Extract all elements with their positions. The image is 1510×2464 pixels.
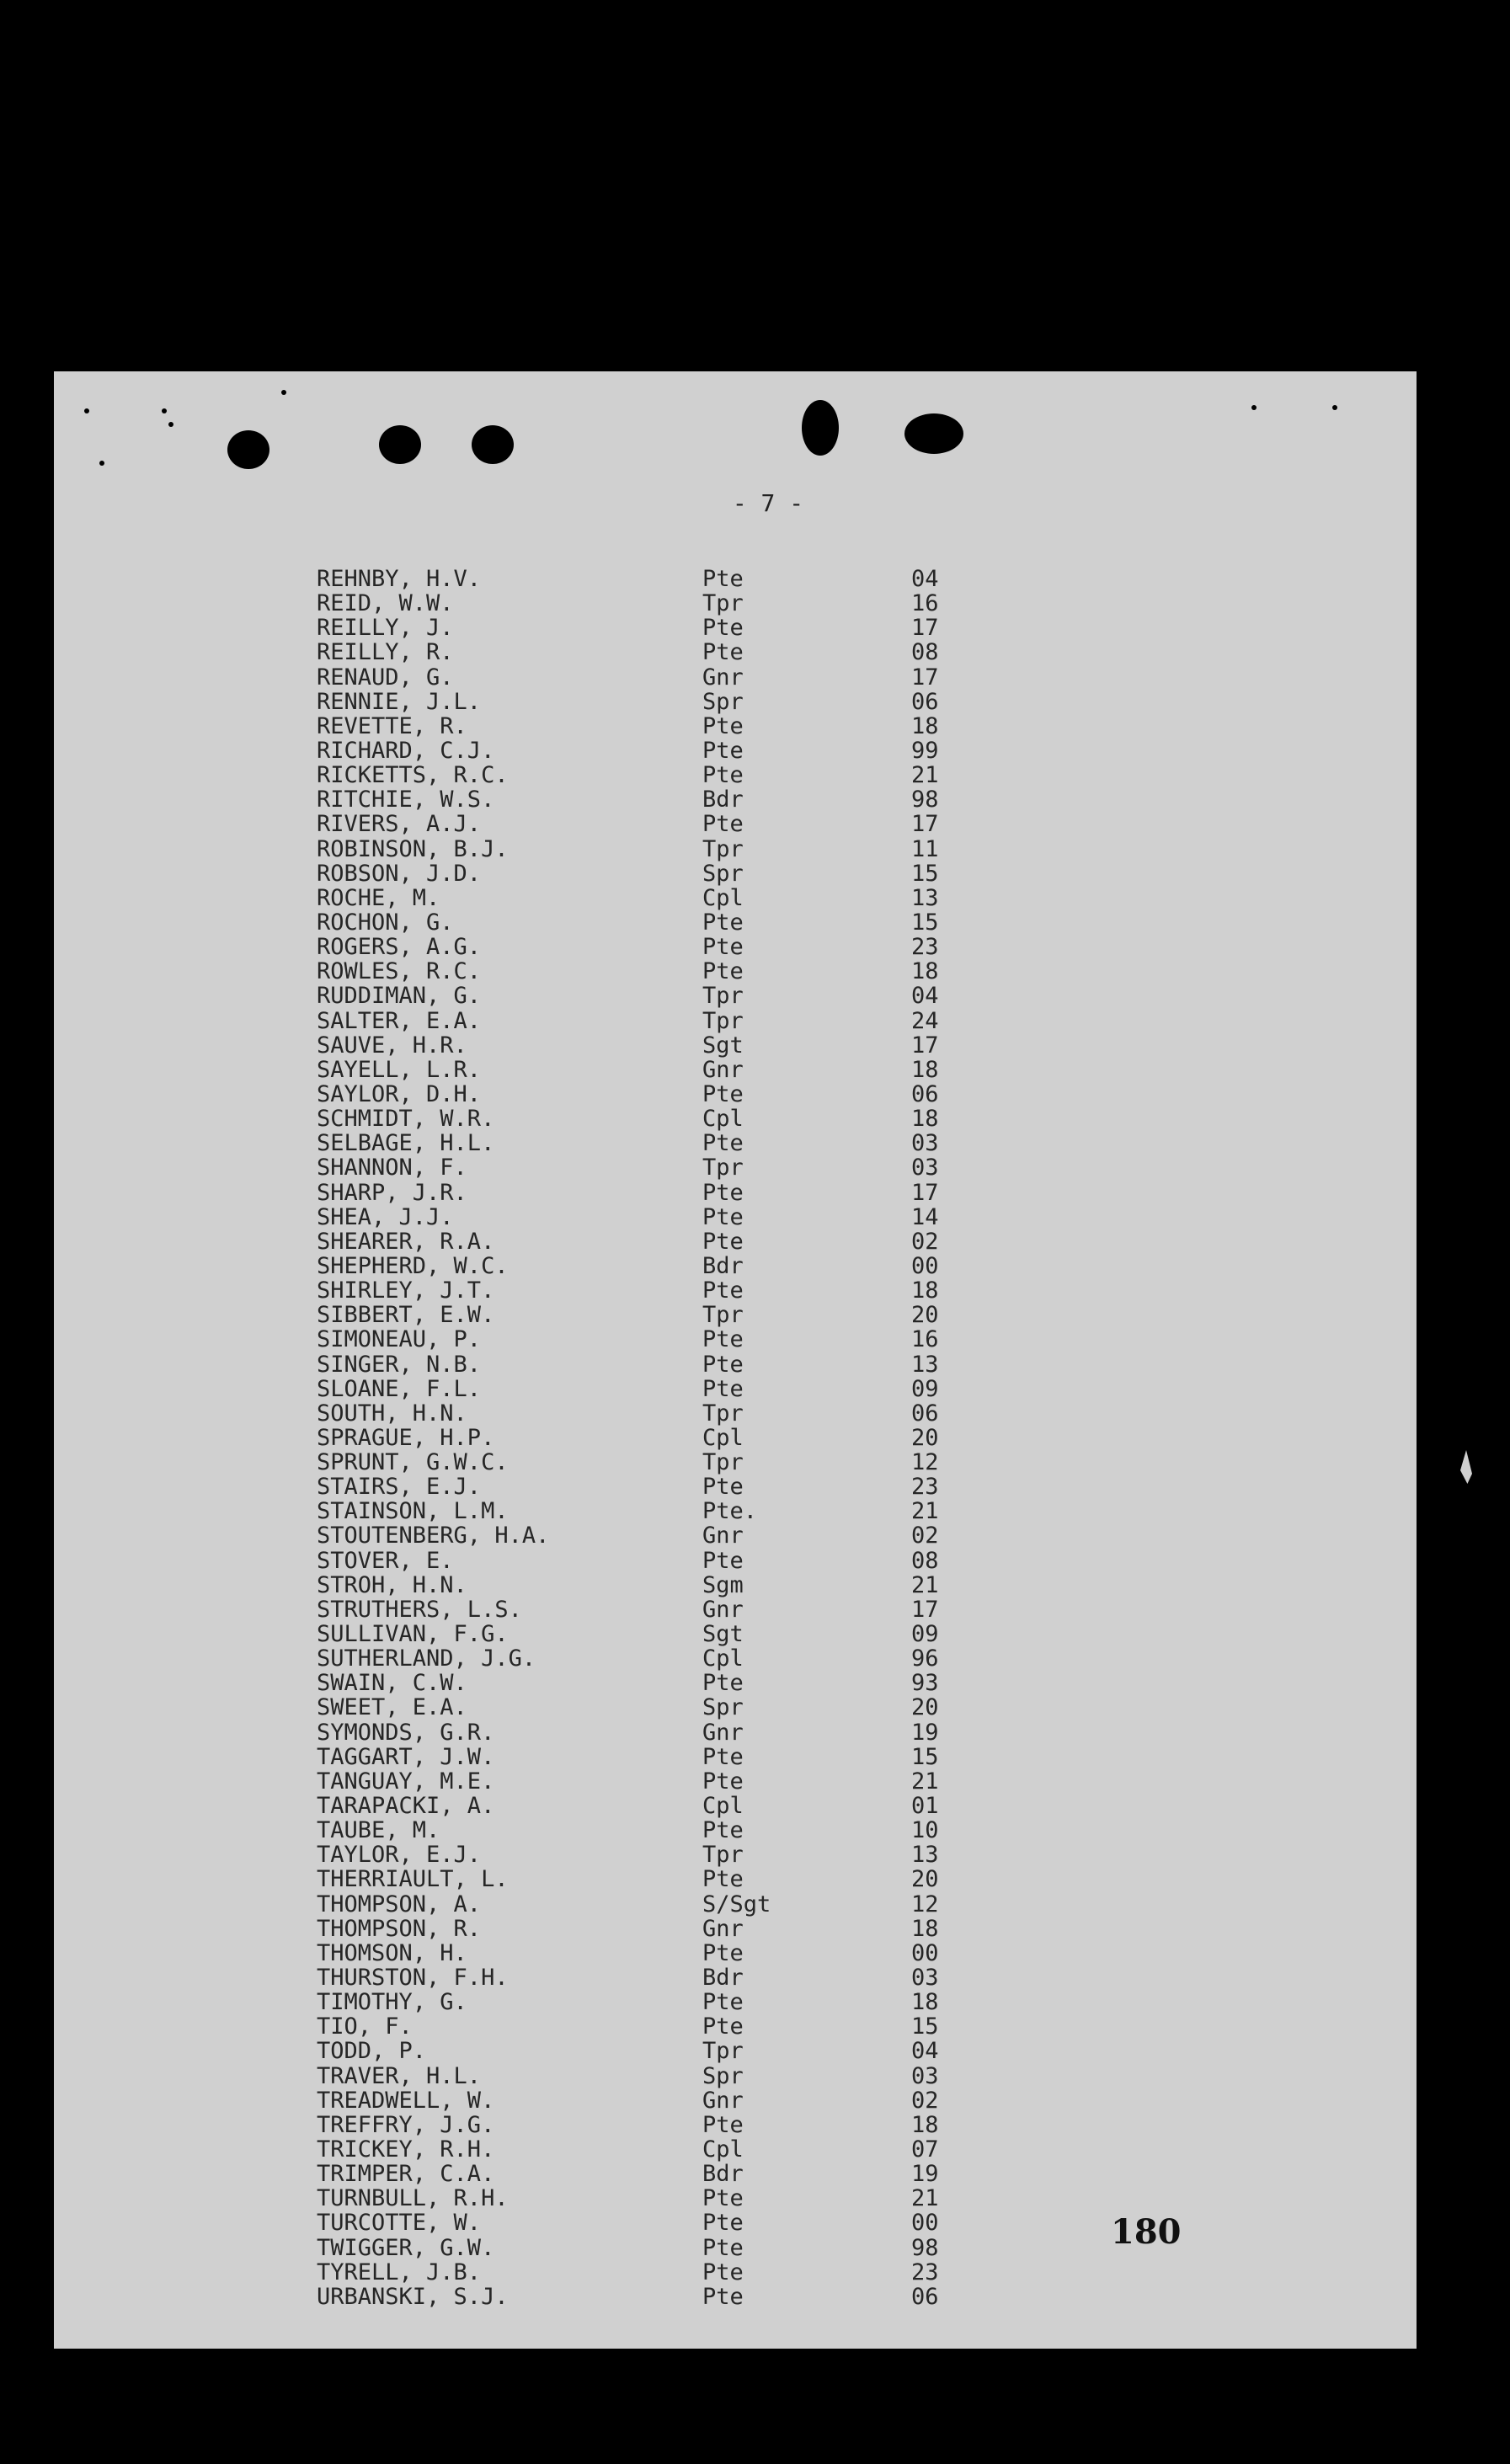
roster-name: STAIRS, E.J. (317, 1474, 482, 1501)
roster-rank: Bdr (702, 1252, 744, 1279)
roster-number: 21 (911, 1768, 939, 1795)
roster-rank: Pte (702, 1768, 744, 1795)
roster-number: 23 (911, 934, 939, 961)
roster-rank: Pte (702, 639, 744, 666)
speck (168, 422, 173, 427)
roster-name: SHIRLEY, J.T. (317, 1277, 495, 1304)
roster-number: 18 (911, 1106, 939, 1133)
roster-number: 18 (911, 1989, 939, 2016)
roster-name: TIMOTHY, G. (317, 1989, 467, 2016)
roster-rank: Pte (702, 1866, 744, 1893)
roster-number: 14 (911, 1203, 939, 1230)
roster-name: SYMONDS, G.R. (317, 1719, 495, 1746)
roster-number: 17 (911, 1032, 939, 1059)
roster-number: 04 (911, 983, 939, 1010)
roster-rank: Cpl (702, 1793, 744, 1820)
roster-name: ROBSON, J.D. (317, 860, 482, 887)
roster-rank: Pte (702, 1939, 744, 1966)
roster-number: 20 (911, 1866, 939, 1893)
document-page (54, 371, 1417, 2349)
roster-name: ROWLES, R.C. (317, 958, 482, 985)
roster-number: 03 (911, 1155, 939, 1181)
roster-number: 21 (911, 1498, 939, 1525)
roster-name: TYRELL, J.B. (317, 2259, 482, 2285)
roster-number: 06 (911, 688, 939, 715)
roster-rank: Pte (702, 2111, 744, 2138)
punch-hole (379, 425, 421, 464)
roster-rank: Gnr (702, 1596, 744, 1623)
roster-name: TRIMPER, C.A. (317, 2161, 495, 2188)
roster-name: REVETTE, R. (317, 712, 467, 739)
roster-rank: Pte (702, 2234, 744, 2261)
roster-rank: Pte (702, 2210, 744, 2237)
roster-rank: Tpr (702, 1155, 744, 1181)
roster-name: SHEARER, R.A. (317, 1228, 495, 1255)
roster-rank: Pte (702, 2013, 744, 2040)
roster-number: 02 (911, 2087, 939, 2114)
roster-rank: Pte (702, 1989, 744, 2016)
roster-number: 17 (911, 664, 939, 691)
roster-rank: Pte (702, 762, 744, 789)
punch-hole (472, 425, 514, 464)
roster-rank: Pte (702, 2185, 744, 2212)
roster-number: 04 (911, 2038, 939, 2065)
roster-rank: Pte (702, 934, 744, 961)
roster-name: RENNIE, J.L. (317, 688, 482, 715)
roster-number: 23 (911, 2259, 939, 2285)
roster-rank: Gnr (702, 1056, 744, 1083)
roster-name: SWAIN, C.W. (317, 1670, 467, 1697)
roster-number: 12 (911, 1449, 939, 1476)
roster-rank: Pte (702, 2259, 744, 2285)
roster-number: 01 (911, 1793, 939, 1820)
roster-rank: Tpr (702, 835, 744, 862)
roster-rank: Pte (702, 811, 744, 838)
roster-number: 07 (911, 2136, 939, 2163)
roster-name: SULLIVAN, F.G. (317, 1621, 509, 1648)
roster-number: 18 (911, 958, 939, 985)
roster-name: RUDDIMAN, G. (317, 983, 482, 1010)
roster-number: 00 (911, 1939, 939, 1966)
roster-name: TIO, F. (317, 2013, 413, 2040)
roster-number: 20 (911, 1694, 939, 1721)
roster-number: 03 (911, 2062, 939, 2089)
roster-rank: Bdr (702, 787, 744, 813)
roster-number: 15 (911, 1743, 939, 1770)
roster-name: REILLY, R. (317, 639, 454, 666)
roster-number: 06 (911, 1400, 939, 1427)
roster-number: 23 (911, 1474, 939, 1501)
roster-name: STROH, H.N. (317, 1571, 467, 1598)
roster-name: SAYELL, L.R. (317, 1056, 482, 1083)
roster-name: THERRIAULT, L. (317, 1866, 509, 1893)
roster-number: 21 (911, 1571, 939, 1598)
roster-rank: Pte (702, 1179, 744, 1206)
roster-name: SHARP, J.R. (317, 1179, 467, 1206)
roster-number: 17 (911, 1179, 939, 1206)
roster-rank: Tpr (702, 1302, 744, 1329)
roster-name: ROCHE, M. (317, 884, 440, 911)
roster-name: TODD, P. (317, 2038, 427, 2065)
roster-name: SUTHERLAND, J.G. (317, 1645, 536, 1672)
roster-rank: Tpr (702, 1449, 744, 1476)
roster-number: 19 (911, 2161, 939, 2188)
roster-name: REHNBY, H.V. (317, 566, 482, 592)
roster-rank: Pte (702, 1203, 744, 1230)
roster-name: STRUTHERS, L.S. (317, 1596, 522, 1623)
roster-name: REILLY, J. (317, 615, 454, 642)
roster-number: 09 (911, 1375, 939, 1402)
roster-name: RICHARD, C.J. (317, 737, 495, 764)
roster-name: SPRUNT, G.W.C. (317, 1449, 509, 1476)
roster-rank: Bdr (702, 1965, 744, 1992)
roster-number: 08 (911, 639, 939, 666)
roster-name: SINGER, N.B. (317, 1351, 482, 1378)
page-number: - 7 - (732, 489, 804, 517)
roster-number: 17 (911, 811, 939, 838)
roster-name: ROCHON, G. (317, 909, 454, 936)
speck (1332, 405, 1337, 410)
roster-rank: Pte (702, 712, 744, 739)
roster-name: SPRAGUE, H.P. (317, 1424, 495, 1451)
roster-number: 12 (911, 1891, 939, 1917)
roster-rank: Cpl (702, 884, 744, 911)
roster-rank: Spr (702, 1694, 744, 1721)
roster-rank: Pte (702, 1228, 744, 1255)
roster-number: 00 (911, 1252, 939, 1279)
roster-rank: Cpl (702, 1645, 744, 1672)
roster-name: THOMPSON, A. (317, 1891, 482, 1917)
roster-number: 16 (911, 590, 939, 617)
roster-number: 24 (911, 1007, 939, 1034)
roster-number: 18 (911, 712, 939, 739)
roster-name: THURSTON, F.H. (317, 1965, 509, 1992)
roster-name: STOUTENBERG, H.A. (317, 1523, 550, 1549)
roster-name: RITCHIE, W.S. (317, 787, 495, 813)
roster-rank: Bdr (702, 2161, 744, 2188)
edge-mark (1460, 1450, 1472, 1484)
roster-name: STAINSON, L.M. (317, 1498, 509, 1525)
roster-number: 06 (911, 2283, 939, 2310)
roster-number: 10 (911, 1817, 939, 1844)
roster-number: 93 (911, 1670, 939, 1697)
roster-name: RICKETTS, R.C. (317, 762, 509, 789)
roster-name: TAGGART, J.W. (317, 1743, 495, 1770)
roster-number: 02 (911, 1228, 939, 1255)
roster-number: 03 (911, 1130, 939, 1157)
roster-number: 18 (911, 1915, 939, 1942)
roster-number: 16 (911, 1326, 939, 1353)
roster-number: 19 (911, 1719, 939, 1746)
roster-name: TAUBE, M. (317, 1817, 440, 1844)
roster-rank: Pte (702, 566, 744, 592)
roster-number: 21 (911, 762, 939, 789)
roster-rank: Cpl (702, 1424, 744, 1451)
roster-rank: Cpl (702, 2136, 744, 2163)
roster-number: 13 (911, 1842, 939, 1869)
roster-rank: Pte (702, 1326, 744, 1353)
roster-number: 15 (911, 909, 939, 936)
roster-rank: Gnr (702, 1719, 744, 1746)
roster-number: 21 (911, 2185, 939, 2212)
roster-rank: Gnr (702, 664, 744, 691)
roster-name: SALTER, E.A. (317, 1007, 482, 1034)
punch-hole (802, 400, 839, 456)
roster-number: 17 (911, 615, 939, 642)
roster-number: 98 (911, 787, 939, 813)
speck (281, 390, 286, 395)
roster-name: STOVER, E. (317, 1547, 454, 1574)
roster-name: THOMSON, H. (317, 1939, 467, 1966)
roster-name: SHEA, J.J. (317, 1203, 454, 1230)
roster-number: 02 (911, 1523, 939, 1549)
roster-rank: Tpr (702, 1007, 744, 1034)
roster-name: RENAUD, G. (317, 664, 454, 691)
roster-name: URBANSKI, S.J. (317, 2283, 509, 2310)
roster-number: 18 (911, 1056, 939, 1083)
roster-number: 17 (911, 1596, 939, 1623)
roster-name: REID, W.W. (317, 590, 454, 617)
roster-rank: Sgt (702, 1621, 744, 1648)
roster-number: 15 (911, 860, 939, 887)
roster-rank: Sgt (702, 1032, 744, 1059)
roster-number: 06 (911, 1080, 939, 1107)
roster-rank: Gnr (702, 1523, 744, 1549)
roster-rank: Pte (702, 1474, 744, 1501)
roster-name: SWEET, E.A. (317, 1694, 467, 1721)
roster-rank: Spr (702, 2062, 744, 2089)
roster-name: SIBBERT, E.W. (317, 1302, 495, 1329)
roster-rank: Tpr (702, 1400, 744, 1427)
roster-rank: Pte (702, 1277, 744, 1304)
roster-name: TAYLOR, E.J. (317, 1842, 482, 1869)
roster-rank: Pte (702, 1817, 744, 1844)
roster-number: 18 (911, 1277, 939, 1304)
roster-rank: Sgm (702, 1571, 744, 1598)
roster-rank: Pte (702, 958, 744, 985)
roster-rank: Pte (702, 1547, 744, 1574)
roster-name: SHANNON, F. (317, 1155, 467, 1181)
punch-hole (227, 430, 269, 469)
roster-rank: Tpr (702, 2038, 744, 2065)
roster-name: SOUTH, H.N. (317, 1400, 467, 1427)
roster-rank: Pte (702, 1375, 744, 1402)
roster-number: 20 (911, 1424, 939, 1451)
roster-number: 18 (911, 2111, 939, 2138)
roster-name: TURNBULL, R.H. (317, 2185, 509, 2212)
roster-rank: Pte (702, 2283, 744, 2310)
roster-name: SCHMIDT, W.R. (317, 1106, 495, 1133)
roster-rank: Pte (702, 1743, 744, 1770)
roster-name: TARAPACKI, A. (317, 1793, 495, 1820)
roster-name: TREADWELL, W. (317, 2087, 495, 2114)
roster-rank: Tpr (702, 590, 744, 617)
roster-name: SIMONEAU, P. (317, 1326, 482, 1353)
roster-number: 04 (911, 566, 939, 592)
roster-rank: Spr (702, 688, 744, 715)
roster-name: TREFFRY, J.G. (317, 2111, 495, 2138)
roster-rank: Gnr (702, 1915, 744, 1942)
roster-name: SAUVE, H.R. (317, 1032, 467, 1059)
roster-rank: Gnr (702, 2087, 744, 2114)
roster-rank: Pte (702, 1351, 744, 1378)
roster-rank: Pte (702, 737, 744, 764)
roster-rank: Tpr (702, 983, 744, 1010)
roster-number: 08 (911, 1547, 939, 1574)
roster-rank: S/Sgt (702, 1891, 771, 1917)
roster-number: 11 (911, 835, 939, 862)
roster-rank: Tpr (702, 1842, 744, 1869)
roster-number: 13 (911, 1351, 939, 1378)
roster-number: 15 (911, 2013, 939, 2040)
roster-number: 13 (911, 884, 939, 911)
roster-number: 20 (911, 1302, 939, 1329)
roster-name: TANGUAY, M.E. (317, 1768, 495, 1795)
roster-rank: Spr (702, 860, 744, 887)
roster-name: ROBINSON, B.J. (317, 835, 509, 862)
roster-number: 99 (911, 737, 939, 764)
roster-rank: Pte (702, 1670, 744, 1697)
speck (1251, 405, 1257, 410)
stamp-number: 180 (1111, 2212, 1182, 2252)
roster-rank: Pte (702, 1080, 744, 1107)
roster-rank: Pte. (702, 1498, 758, 1525)
roster-name: RIVERS, A.J. (317, 811, 482, 838)
roster-rank: Pte (702, 1130, 744, 1157)
roster-name: THOMPSON, R. (317, 1915, 482, 1942)
roster-name: SLOANE, F.L. (317, 1375, 482, 1402)
roster-rank: Pte (702, 615, 744, 642)
roster-name: ROGERS, A.G. (317, 934, 482, 961)
roster-rank: Cpl (702, 1106, 744, 1133)
roster-name: TWIGGER, G.W. (317, 2234, 495, 2261)
speck (84, 408, 89, 413)
roster-number: 09 (911, 1621, 939, 1648)
speck (99, 461, 104, 466)
roster-number: 00 (911, 2210, 939, 2237)
roster-name: TURCOTTE, W. (317, 2210, 482, 2237)
speck (162, 408, 167, 413)
roster-name: SHEPHERD, W.C. (317, 1252, 509, 1279)
roster-rank: Pte (702, 909, 744, 936)
roster-name: TRICKEY, R.H. (317, 2136, 495, 2163)
punch-hole (904, 413, 963, 454)
roster-name: SELBAGE, H.L. (317, 1130, 495, 1157)
roster-number: 96 (911, 1645, 939, 1672)
roster-number: 98 (911, 2234, 939, 2261)
roster-name: SAYLOR, D.H. (317, 1080, 482, 1107)
roster-number: 03 (911, 1965, 939, 1992)
roster-name: TRAVER, H.L. (317, 2062, 482, 2089)
